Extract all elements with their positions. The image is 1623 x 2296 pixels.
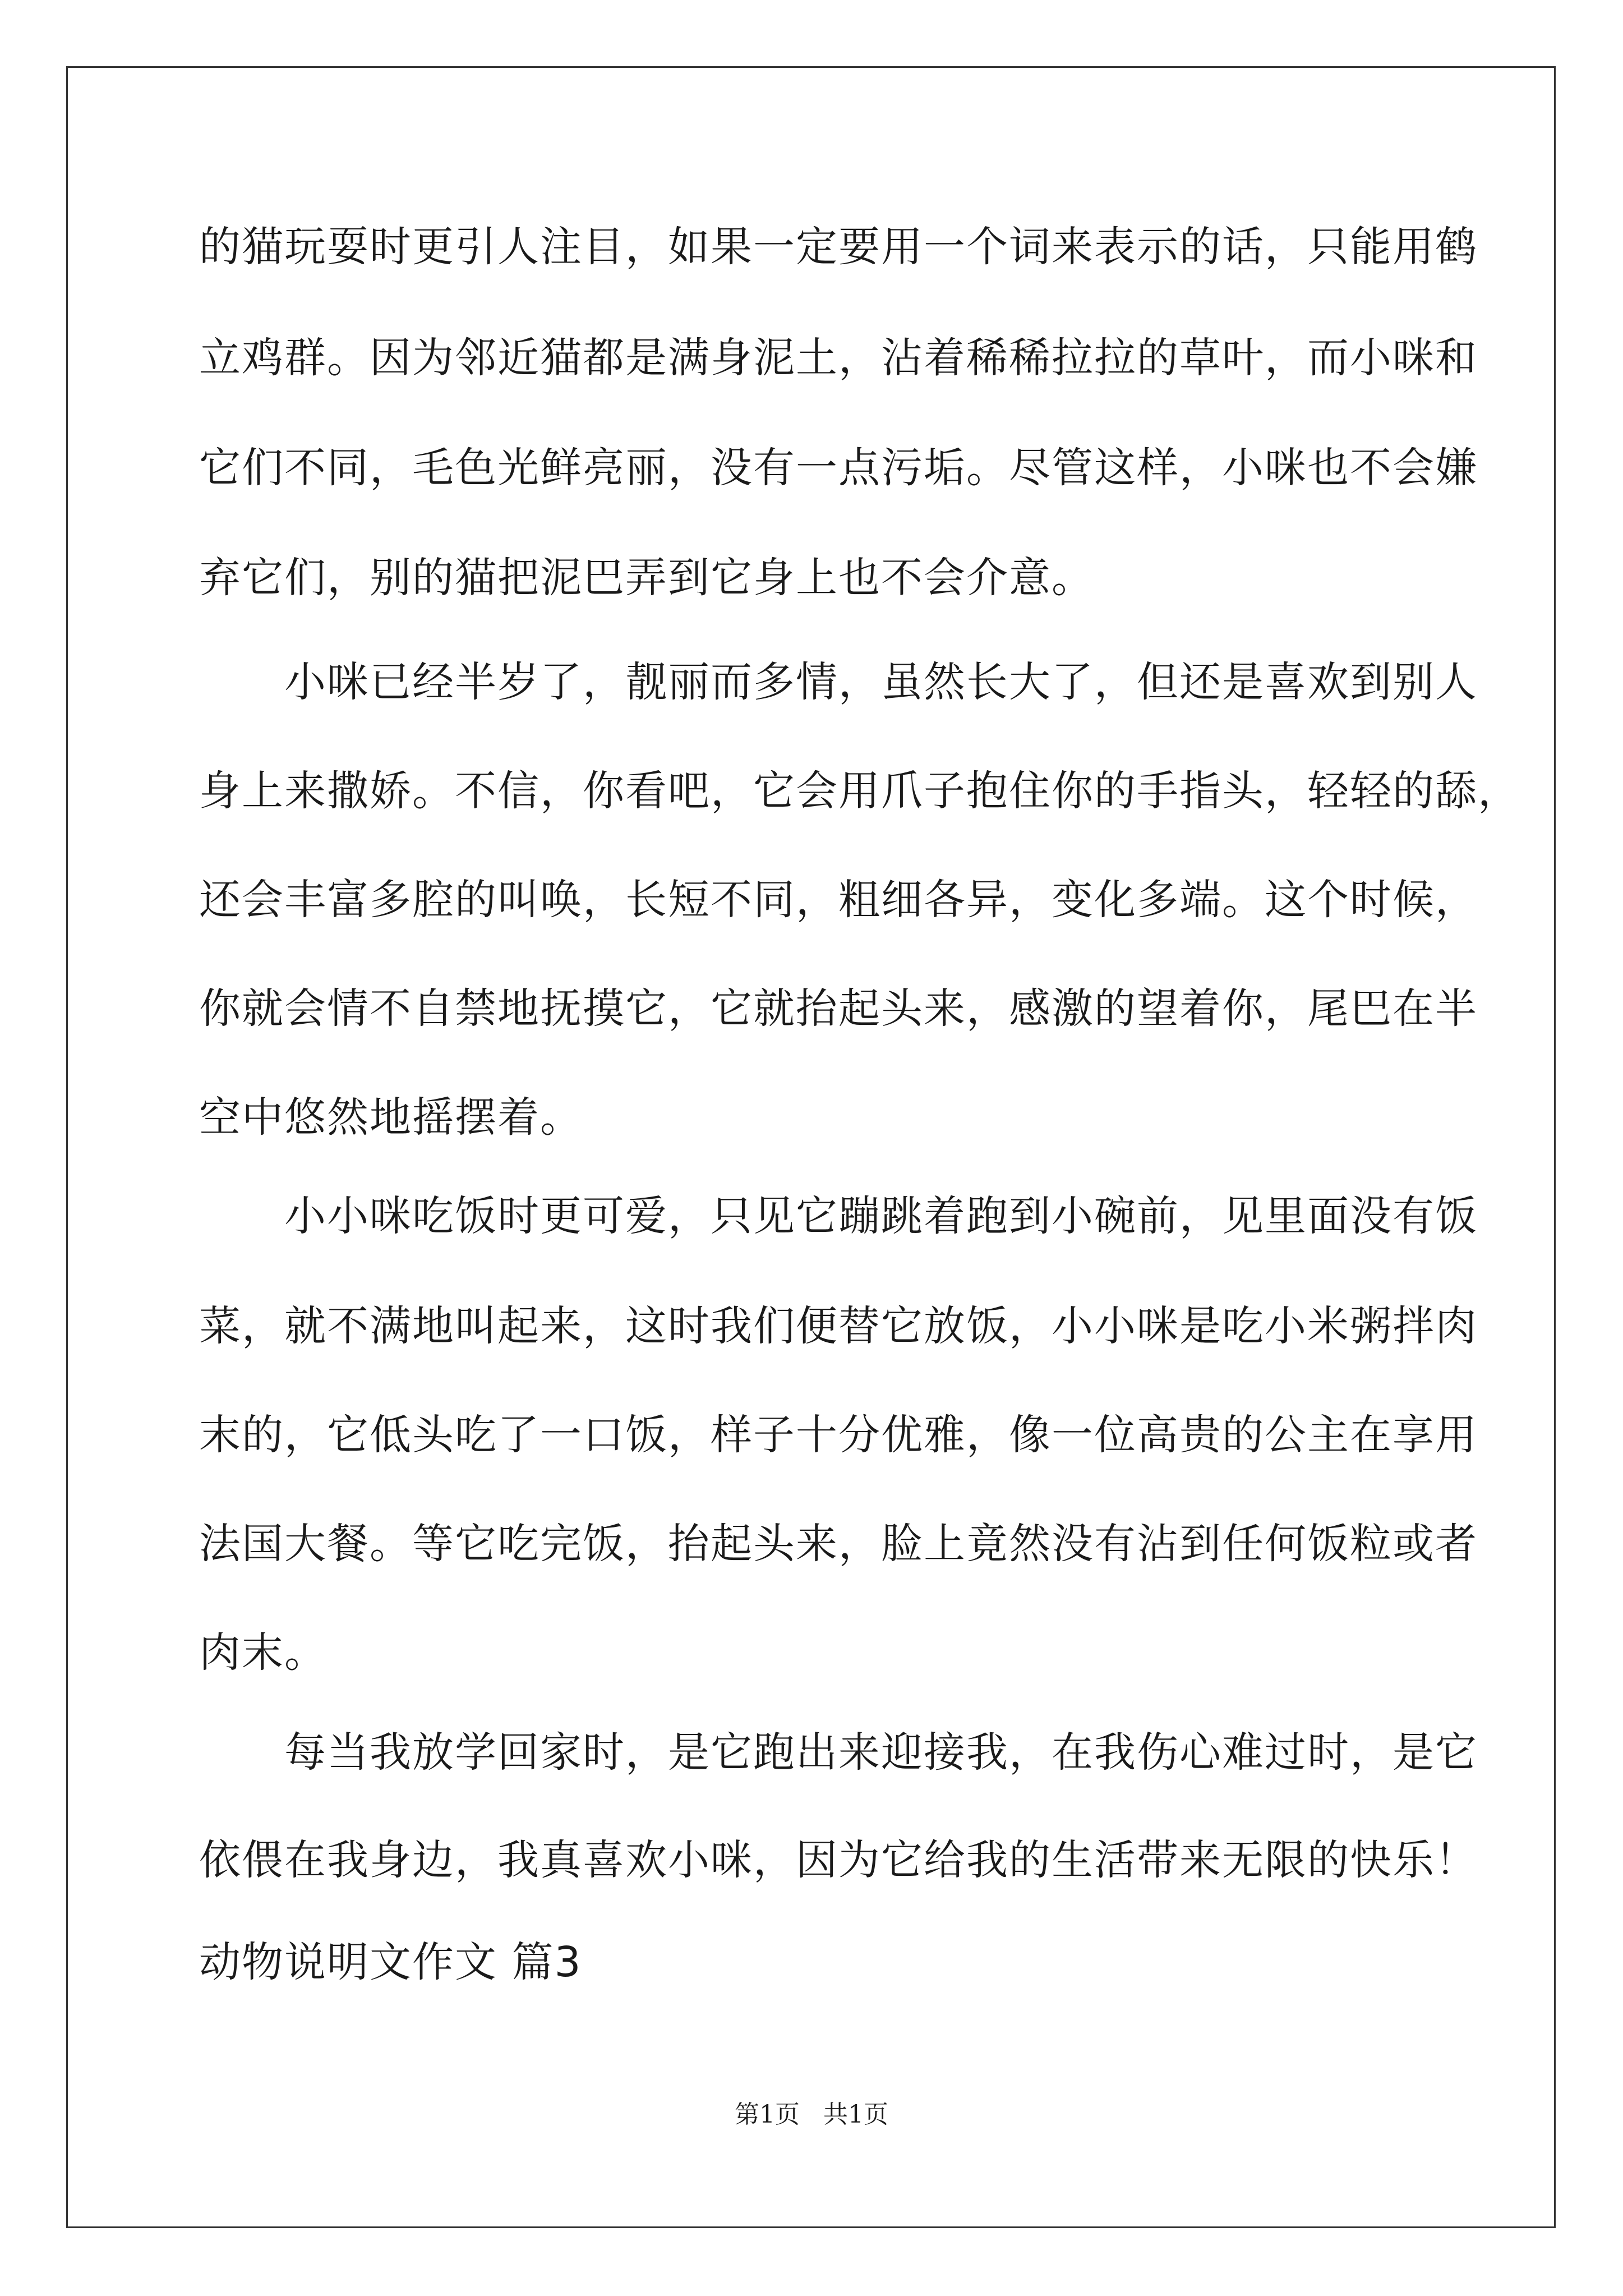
text-line: 的猫玩耍时更引人注目，如果一定要用一个词来表示的话，只能用鹤 [199,223,1478,271]
section-heading: 动物说明文作文 篇3 [199,1938,582,1986]
text-line: 立鸡群。因为邻近猫都是满身泥土，沾着稀稀拉拉的草叶，而小咪和 [199,334,1478,382]
text-line: 空中悠然地摇摆着。 [199,1093,583,1142]
text-line: 依偎在我身边，我真喜欢小咪，因为它给我的生活带来无限的快乐！ [199,1836,1478,1884]
page-number-footer: 第1页 共1页 [735,2100,888,2129]
text-line: 菜，就不满地叫起来，这时我们便替它放饭，小小咪是吃小米粥拌肉 [199,1302,1478,1350]
text-line: 它们不同，毛色光鲜亮丽，没有一点污垢。尽管这样，小咪也不会嫌 [199,444,1478,492]
text-line: 还会丰富多腔的叫唤，长短不同，粗细各异，变化多端。这个时候， [199,876,1478,924]
page-border [66,66,1556,2228]
text-line: 小咪已经半岁了，靓丽而多情，虽然长大了，但还是喜欢到别人 [199,658,1478,706]
text-line: 法国大餐。等它吃完饭，抬起头来，脸上竟然没有沾到任何饭粒或者 [199,1520,1478,1568]
text-line: 你就会情不自禁地抚摸它，它就抬起头来，感激的望着你，尾巴在半 [199,984,1478,1033]
text-line: 每当我放学回家时，是它跑出来迎接我，在我伤心难过时，是它 [199,1728,1478,1777]
text-line: 肉末。 [199,1628,327,1677]
text-line: 身上来撒娇。不信，你看吧，它会用爪子抱住你的手指头，轻轻的舔， [199,767,1520,815]
text-line: 小小咪吃饭时更可爱，只见它蹦跳着跑到小碗前，见里面没有饭 [199,1192,1478,1240]
text-line: 末的，它低头吃了一口饭，样子十分优雅，像一位高贵的公主在享用 [199,1411,1478,1459]
text-line: 弃它们，别的猫把泥巴弄到它身上也不会介意。 [199,554,1094,602]
